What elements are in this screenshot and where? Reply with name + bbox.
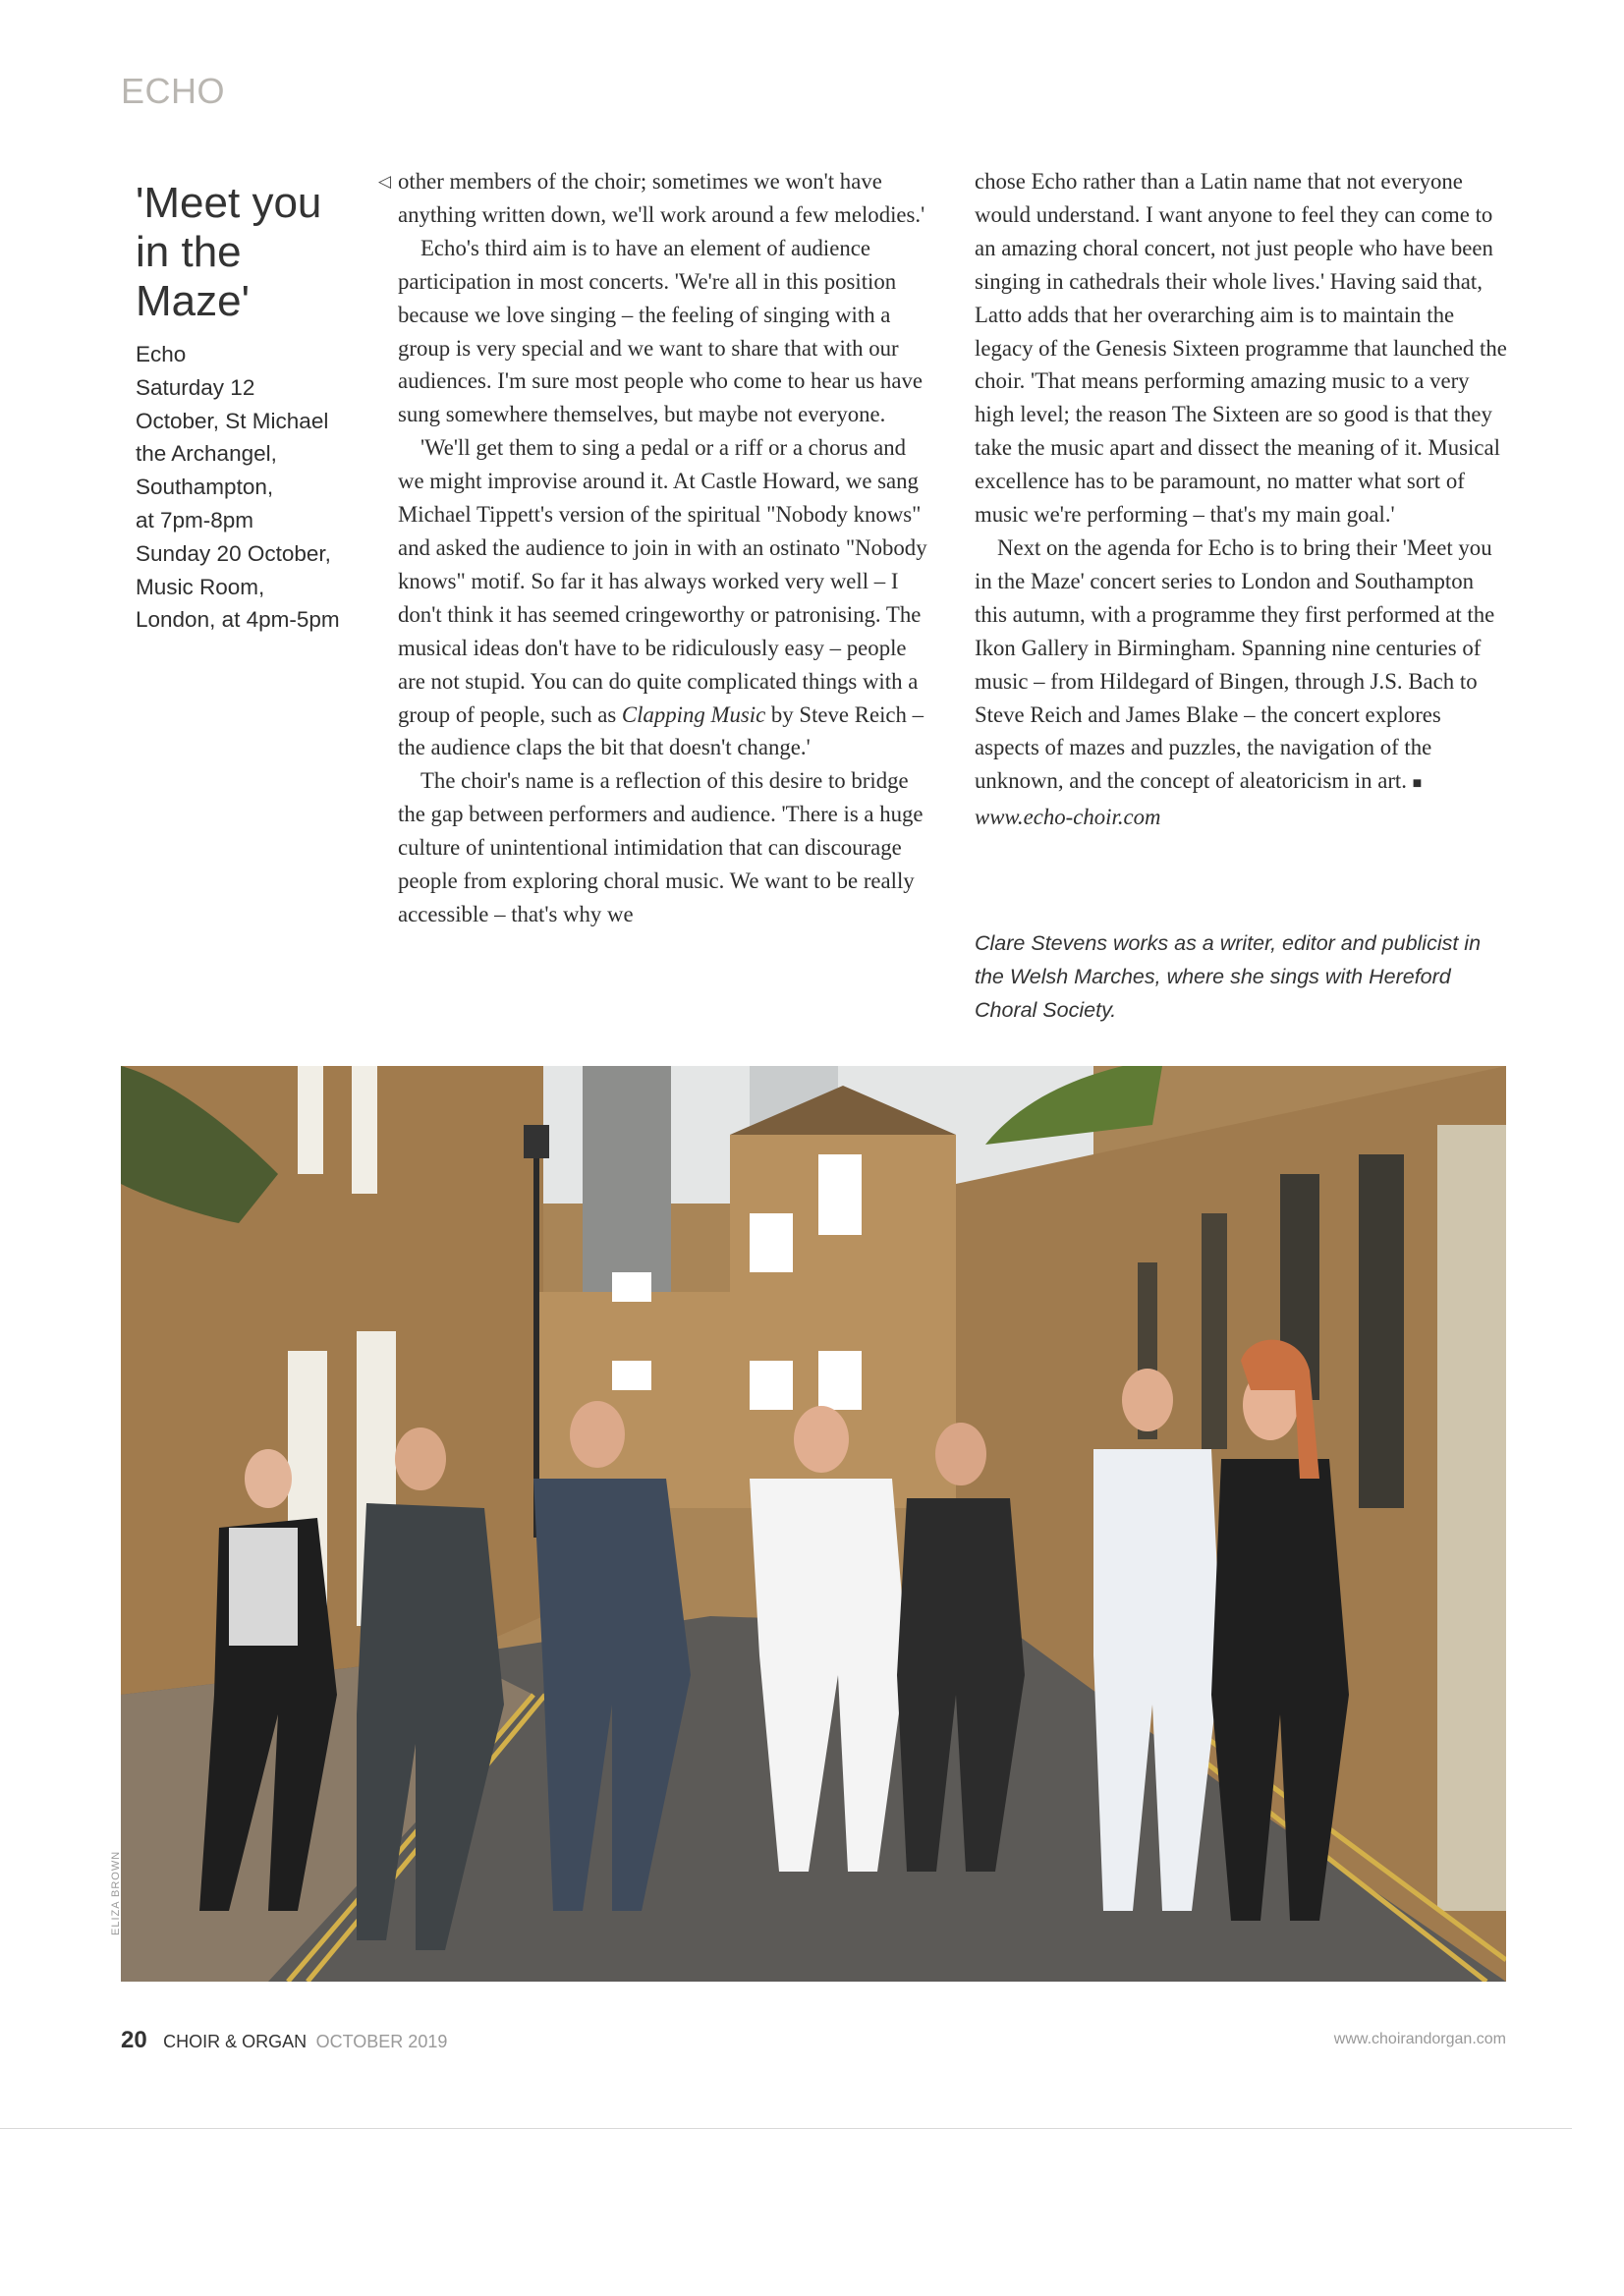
paragraph: Echo's third aim is to have an element of audience participation in most concerts. 'We're all in this position because we love singing – the feeling of singing with a group is very special and we want to share that with our audiences. I'm sure most people who come to hear us have sung somewhere themselves, but maybe not everyone. — [398, 235, 923, 427]
choir-group-photo — [121, 1066, 1506, 1982]
paragraph: The choir's name is a reflection of this desire to bridge the gap between performers and audience. 'There is a huge culture of unintentional intimidation that can discourage people from exploring choral music. We want to be really accessible – that's why we — [398, 768, 924, 926]
paragraph-text: Next on the agenda for Echo is to bring their 'Meet you in the Maze' concert series to London and Southampton this autumn, with a programme they first performed at the Ikon Gallery in Birmingham. Spanning nine centuries of music – from Hildegard of Bingen, through J.S. Bach to Steve Reich and James Blake – the concert explores aspects of mazes and puzzles, the navigation of the unknown, and the concept of aleatoricism in art. — [975, 534, 1495, 794]
paragraph: other members of the choir; sometimes we won't have anything written down, we'll work around a few melodies.' — [398, 169, 925, 227]
event-title-line: in the — [136, 228, 242, 276]
paragraph: chose Echo rather than a Latin name that not everyone would understand. I want anyone to feel they can come to an amazing choral concert, not just people who have been singing in cathedrals their whole lives.' Having said that, Latto adds that her overarching aim is to maintain the legacy of the Genesis Sixteen programme that launched the choir. 'That means performing amazing music to a very high level; the reason The Sixteen are so good is that they take the music apart and dissect the meaning of it. Musical excellence has to be paramount, no matter what sort of music we're performing – that's my main goal.' — [975, 169, 1507, 528]
page-edge-divider — [0, 2128, 1572, 2129]
end-of-article-mark: ■ — [1412, 775, 1423, 793]
photo-credit: ELIZA BROWN — [110, 1850, 122, 1935]
author-bio: Clare Stevens works as a writer, editor and publicist in the Welsh Marches, where she sings with Hereford Choral Society. — [975, 931, 1482, 1022]
paragraph-text: by Steve Reich – the audience claps the bit that doesn't change.' — [398, 701, 924, 760]
event-detail-line: Southampton, — [136, 475, 274, 500]
event-detail-line: Saturday 12 — [136, 374, 255, 400]
work-title: Clapping Music — [621, 701, 766, 727]
page-number: 20 — [121, 2027, 147, 2053]
article-column-2 — [975, 165, 1507, 834]
event-detail-line: Echo — [136, 342, 187, 366]
event-detail-line: Music Room, — [136, 574, 265, 599]
choir-website-link[interactable]: www.echo-choir.com — [975, 805, 1161, 830]
event-detail-line: Sunday 20 October, — [136, 540, 331, 566]
paragraph — [398, 431, 928, 764]
event-info-sidebar — [136, 179, 352, 637]
event-title — [136, 179, 352, 326]
event-detail-line: London, at 4pm-5pm — [136, 607, 340, 633]
article-column-1 — [378, 165, 928, 931]
event-title-line: 'Meet you — [136, 179, 322, 227]
continued-arrow-icon: ◁ — [378, 172, 392, 191]
paragraph — [975, 532, 1507, 801]
event-detail-line: the Archangel, — [136, 441, 277, 467]
magazine-website-link[interactable]: www.choirandorgan.com — [1333, 2031, 1506, 2047]
event-detail-line: October, St Michael — [136, 408, 329, 433]
section-label: ECHO — [121, 71, 226, 111]
paragraph-text: 'We'll get them to sing a pedal or a riff or a chorus and we might improvise around it. At Castle Howard, we sang Michael Tippett's version of the spiritual "Nobody knows" and asked the audience to join in with an ostinato "Nobody knows" motif. So far it has always worked very well – I don't think it has seemed cringeworthy or patronising. The musical ideas don't have to be ridiculously easy – people are not stupid. You can do quite complicated things with a group of people, such as — [398, 435, 927, 727]
event-detail-line: at 7pm-8pm — [136, 507, 254, 532]
event-title-line: Maze' — [136, 277, 250, 325]
page-footer — [121, 2027, 447, 2054]
magazine-name: CHOIR & ORGAN — [163, 2032, 308, 2051]
issue-date: OCTOBER 2019 — [315, 2032, 448, 2051]
